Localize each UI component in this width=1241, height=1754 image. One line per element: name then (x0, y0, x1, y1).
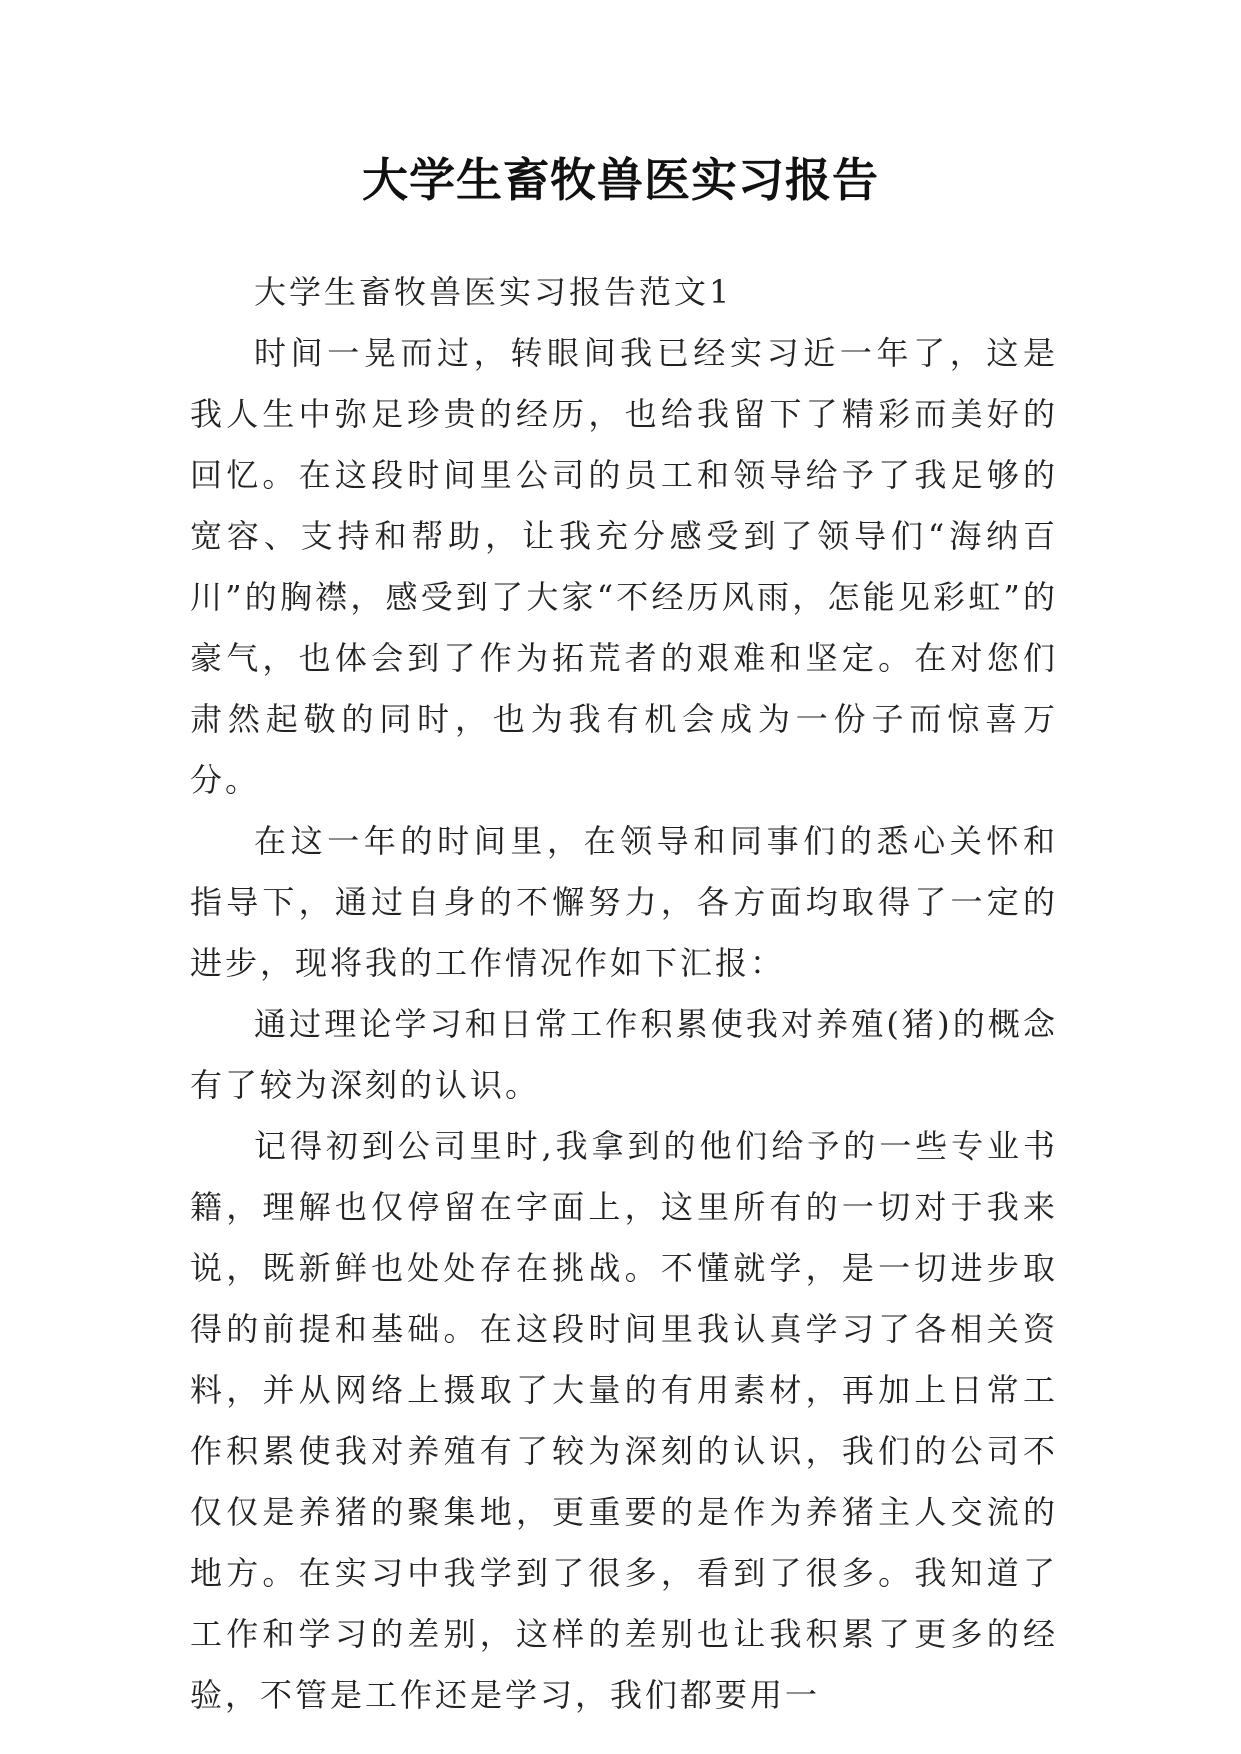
section-heading: 大学生畜牧兽医实习报告范文1 (254, 273, 733, 311)
paragraph: 在这一年的时间里，在领导和同事们的悉心关怀和指导下，通过自身的不懈努力，各方面均取得了一定的进步，现将我的工作情况作如下汇报： (190, 822, 1058, 982)
paragraph: 时间一晃而过，转眼间我已经实习近一年了，这是我人生中弥足珍贵的经历，也给我留下了精彩而美好的回忆。在这段时间里公司的员工和领导给予了我足够的宽容、支持和帮助，让我充分感受到了领导们“海纳百川”的胸襟，感受到了大家“不经历风雨，怎能见彩虹”的豪气，也体会到了作为拓荒者的艰难和坚定。在对您们肃然起敬的同时，也为我有机会成为一份子而惊喜万分。 (190, 334, 1058, 799)
document-title: 大学生畜牧兽医实习报告 (362, 153, 879, 207)
document-body (190, 262, 1058, 1726)
paragraph: 通过理论学习和日常工作积累使我对养殖(猪)的概念有了较为深刻的认识。 (190, 1005, 1058, 1104)
paragraph: 记得初到公司里时,我拿到的他们给予的一些专业书籍，理解也仅停留在字面上，这里所有的一切对于我来说，既新鲜也处处存在挑战。不懂就学，是一切进步取得的前提和基础。在这段时间里我认真学习了各相关资料，并从网络上摄取了大量的有用素材，再加上日常工作积累使我对养殖有了较为深刻的认识，我们的公司不仅仅是养猪的聚集地，更重要的是作为养猪主人交流的地方。在实习中我学到了很多，看到了很多。我知道了工作和学习的差别，这样的差别也让我积累了更多的经验，不管是工作还是学习，我们都要用一 (190, 1127, 1058, 1714)
